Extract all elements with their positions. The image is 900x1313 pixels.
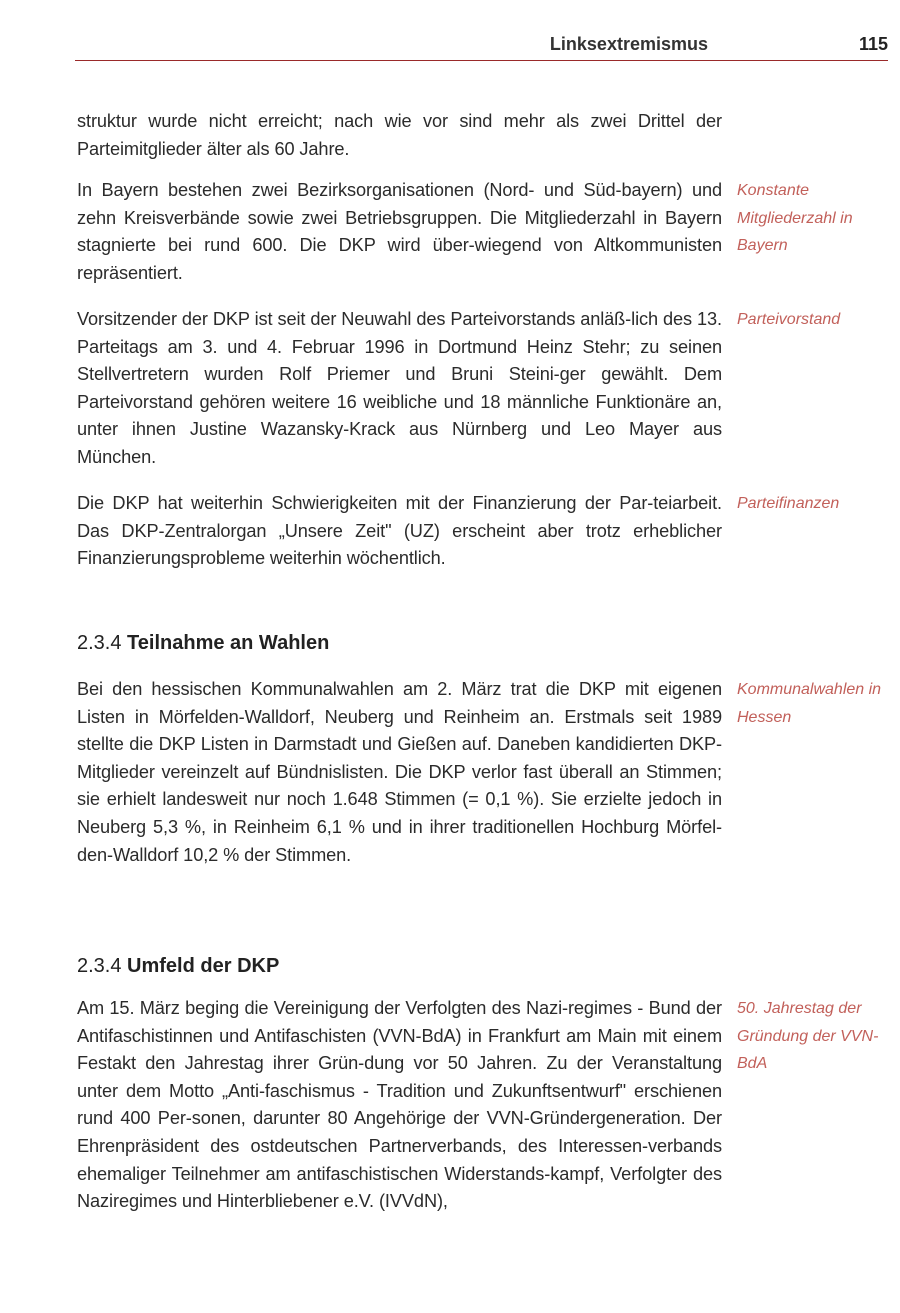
heading-title: Umfeld der DKP (127, 955, 280, 977)
paragraph-2 (77, 177, 722, 287)
paragraph-text: In Bayern bestehen zwei Bezirksorganisationen (Nord- und Süd-bayern) und zehn Kreisverbände sowie zwei Betriebsgruppen. Die Mitgliederzahl in Bayern stagnierte bei rund 600. Die DKP wird über-wiegend von Altkommunisten repräsentiert. (77, 180, 722, 283)
paragraph-text: Bei den hessischen Kommunalwahlen am 2. März trat die DKP mit eigenen Listen in Mörfelden-Walldorf, Neuberg und Reinheim an. Erstmals seit 1989 stellte die DKP Listen in Darmstadt und Gießen auf. Daneben kandidierten DKP-Mitglieder vereinzelt auf Bündnislisten. Die DKP verlor fast überall an Stimmen; sie erhielt landesweit nur noch 1.648 Stimmen (= 0,1 %). Sie erzielte jedoch in Neuberg 5,3 %, in Reinheim 6,1 % und in ihrer traditionellen Hochburg Mörfel-den-Walldorf 10,2 % der Stimmen. (77, 679, 722, 865)
heading-number: 2.3.4 (77, 955, 122, 977)
margin-note-1: Konstante Mitgliederzahl in Bayern (737, 182, 853, 255)
heading-number: 2.3.4 (77, 632, 122, 654)
paragraph-text: struktur wurde nicht erreicht; nach wie vor sind mehr als zwei Drittel der Parteimitglieder älter als 60 Jahre. (77, 111, 722, 159)
page-header (75, 30, 888, 60)
paragraph-6 (77, 995, 722, 1216)
heading-title: Teilnahme an Wahlen (127, 632, 330, 654)
header-rule (75, 60, 888, 61)
running-head: Linksextremismus (549, 34, 708, 54)
paragraph-3 (77, 306, 722, 472)
section-heading-2 (77, 955, 279, 978)
margin-note-5: 50. Jahrestag der Gründung der VVN-BdA (737, 1000, 879, 1073)
paragraph-4 (77, 490, 722, 573)
margin-note-2: Parteivorstand (737, 311, 841, 328)
paragraph-1 (77, 108, 722, 163)
section-heading-1 (77, 632, 329, 655)
paragraph-text: Vorsitzender der DKP ist seit der Neuwahl des Parteivorstands anläß-lich des 13. Parteitags am 3. und 4. Februar 1996 in Dortmund Heinz Stehr; zu seinen Stellvertretern wurden Rolf Priemer und Bruni Steini-ger gewählt. Dem Parteivorstand gehören weitere 16 weibliche und 18 männliche Funktionäre an, unter ihnen Justine Wazansky-Krack aus Nürnberg und Leo Mayer aus München. (77, 309, 722, 467)
paragraph-text: Am 15. März beging die Vereinigung der Verfolgten des Nazi-regimes - Bund der Antifaschistinnen und Antifaschisten (VVN-BdA) in Frankfurt am Main mit einem Festakt den Jahrestag ihrer Grün-dung vor 50 Jahren. Zu der Veranstaltung unter dem Motto „Anti-faschismus - Tradition und Zukunftsentwurf" erschienen rund 400 Per-sonen, darunter 80 Angehörige der VVN-Gründergeneration. Der Ehrenpräsident des ostdeutschen Partnerverbands, des Interessen-verbands ehemaliger Teilnehmer am antifaschistischen Widerstands-kampf, Verfolgter des Naziregimes und Hinterbliebener e.V. (IVVdN), (77, 998, 722, 1212)
margin-note-4: Kommunalwahlen in Hessen (737, 681, 882, 726)
paragraph-5 (77, 676, 722, 869)
margin-note-3: Parteifinanzen (737, 495, 840, 512)
paragraph-text: Die DKP hat weiterhin Schwierigkeiten mit der Finanzierung der Par-teiarbeit. Das DKP-Zentralorgan „Unsere Zeit" (UZ) erscheint aber trotz erheblicher Finanzierungsprobleme weiterhin wöchentlich. (77, 493, 722, 569)
page-number: 115 (858, 34, 888, 54)
